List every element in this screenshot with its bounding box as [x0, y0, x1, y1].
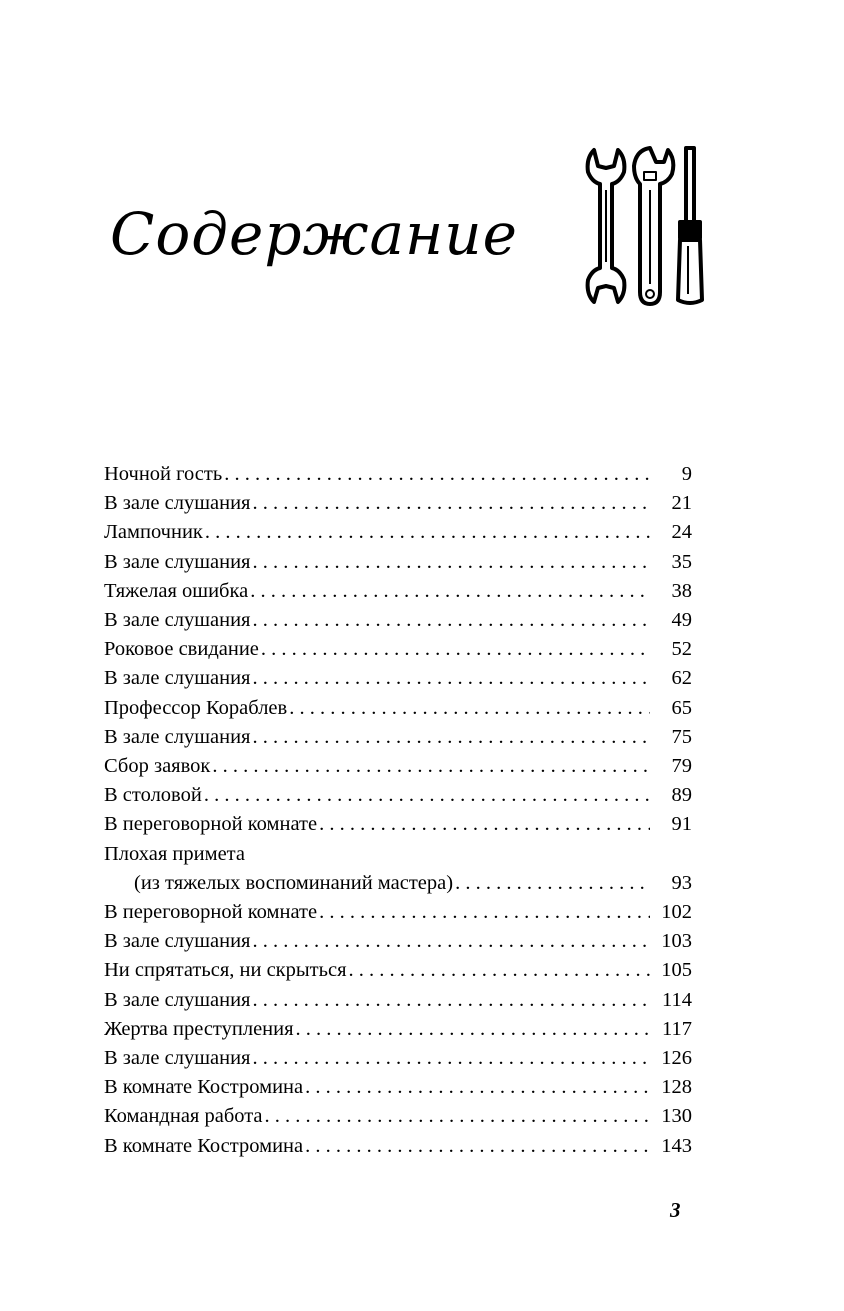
toc-entry-page: 103 — [661, 930, 692, 953]
toc-entry-page: 93 — [671, 871, 692, 894]
page-number: 3 — [670, 1198, 681, 1222]
dot-leader — [252, 548, 650, 577]
toc-entry[interactable] — [104, 606, 692, 635]
toc-entry-title: В столовой — [104, 784, 202, 807]
dot-leader — [319, 810, 650, 839]
toc-entry-title: Роковое свидание — [104, 638, 259, 661]
toc-entry-page: 130 — [661, 1105, 692, 1128]
toc-entry-title: В зале слушания — [104, 609, 251, 632]
toc-entry-title: Сбор заявок — [104, 755, 211, 778]
toc-entry-title: В комнате Костромина — [104, 1076, 304, 1099]
toc-entry[interactable] — [104, 1102, 692, 1131]
dot-leader — [261, 635, 650, 664]
toc-entry-page: 117 — [662, 1017, 692, 1040]
toc-entry-page: 128 — [661, 1076, 692, 1099]
toc-entry[interactable] — [104, 548, 692, 577]
toc-entry-title: В зале слушания — [104, 667, 251, 690]
toc-entry[interactable] — [104, 489, 692, 518]
toc-entry[interactable] — [104, 1015, 692, 1044]
toc-entry-page: 105 — [661, 959, 692, 982]
dot-leader — [296, 1015, 650, 1044]
toc-entry-title: Плохая примета — [104, 842, 245, 865]
toc-entry[interactable] — [104, 898, 692, 927]
toc-entry-title: Профессор Кораблев — [104, 696, 288, 719]
toc-entry[interactable] — [104, 927, 692, 956]
toc-entry[interactable] — [104, 518, 692, 547]
toc-entry[interactable] — [104, 694, 692, 723]
toc-entry-title: Лампочник — [104, 521, 203, 544]
dot-leader — [252, 1044, 650, 1073]
dot-leader — [349, 956, 651, 985]
toc-entry-title: В зале слушания — [104, 1047, 251, 1070]
dot-leader — [305, 1132, 650, 1161]
toc-entry[interactable] — [104, 956, 692, 985]
toc-entry[interactable] — [104, 1132, 692, 1161]
dot-leader — [319, 898, 650, 927]
toc-entry-page: 75 — [671, 725, 692, 748]
toc-entry-page: 143 — [661, 1134, 692, 1157]
dot-leader — [252, 986, 650, 1015]
toc-entry[interactable] — [104, 810, 692, 839]
toc-entry-title: Ни спрятаться, ни скрыться — [104, 959, 347, 982]
dot-leader — [204, 781, 650, 810]
toc-entry-title: Ночной гость — [104, 463, 223, 485]
dot-leader — [252, 606, 650, 635]
toc-entry-title: Жертва преступления — [104, 1017, 294, 1040]
dot-leader — [250, 577, 650, 606]
toc-entry-page: 52 — [671, 638, 692, 661]
toc-entry-page: 21 — [671, 492, 692, 515]
toc-entry-title: Тяжелая ошибка — [104, 579, 249, 602]
dot-leader — [252, 723, 650, 752]
toc-entry-page: 62 — [671, 667, 692, 690]
toc-entry-page: 79 — [671, 755, 692, 778]
toc-entry-page: 49 — [671, 609, 692, 632]
toc-entry-page: 38 — [671, 579, 692, 602]
toc-entry-page: 35 — [671, 550, 692, 573]
dot-leader — [455, 869, 650, 898]
toc-entry-page: 9 — [681, 463, 692, 485]
toc-entry[interactable] — [104, 1073, 692, 1102]
dot-leader — [252, 664, 650, 693]
toc-entry-page: 114 — [662, 988, 692, 1011]
toc-entry[interactable] — [104, 869, 692, 898]
toc-entry[interactable] — [104, 635, 692, 664]
toc-entry[interactable] — [104, 752, 692, 781]
dot-leader — [224, 460, 650, 489]
toc-entry-page: 102 — [661, 901, 692, 924]
toc-entry-title: В зале слушания — [104, 930, 251, 953]
toc-entry-title: В переговорной комнате — [104, 901, 318, 924]
tools-illustration — [584, 144, 714, 310]
toc-entry-title: В комнате Костромина — [104, 1134, 304, 1157]
toc-entry-title: Командная работа — [104, 1105, 263, 1128]
toc-entry-title: (из тяжелых воспоминаний мастера) — [134, 871, 454, 894]
dot-leader — [265, 1102, 650, 1131]
toc-entry-page: 65 — [671, 696, 692, 719]
toc-entry[interactable] — [104, 840, 692, 869]
toc-entry-page: 24 — [671, 521, 692, 544]
toc-entry-page: 89 — [671, 784, 692, 807]
dot-leader — [205, 518, 650, 547]
toc-entry-page: 91 — [671, 813, 692, 836]
screwdriver-icon — [678, 148, 702, 303]
adjustable-wrench-icon — [634, 148, 673, 304]
toc-entry[interactable] — [104, 986, 692, 1015]
dot-leader — [305, 1073, 650, 1102]
table-of-contents — [104, 460, 692, 1161]
dot-leader — [289, 694, 650, 723]
page-heading: Содержание — [110, 200, 518, 268]
dot-leader — [252, 489, 650, 518]
dot-leader — [212, 752, 650, 781]
toc-entry-title: В зале слушания — [104, 988, 251, 1011]
wrench-icon — [588, 150, 625, 302]
toc-entry[interactable] — [104, 723, 692, 752]
dot-leader — [252, 927, 650, 956]
toc-entry-title: В зале слушания — [104, 725, 251, 748]
toc-entry-page: 126 — [661, 1047, 692, 1070]
toc-entry[interactable] — [104, 460, 692, 489]
toc-entry-title: В зале слушания — [104, 550, 251, 573]
toc-entry[interactable] — [104, 577, 692, 606]
toc-entry[interactable] — [104, 781, 692, 810]
toc-entry[interactable] — [104, 664, 692, 693]
toc-entry-title: В переговорной комнате — [104, 813, 318, 836]
toc-entry[interactable] — [104, 1044, 692, 1073]
toc-entry-title: В зале слушания — [104, 492, 251, 515]
